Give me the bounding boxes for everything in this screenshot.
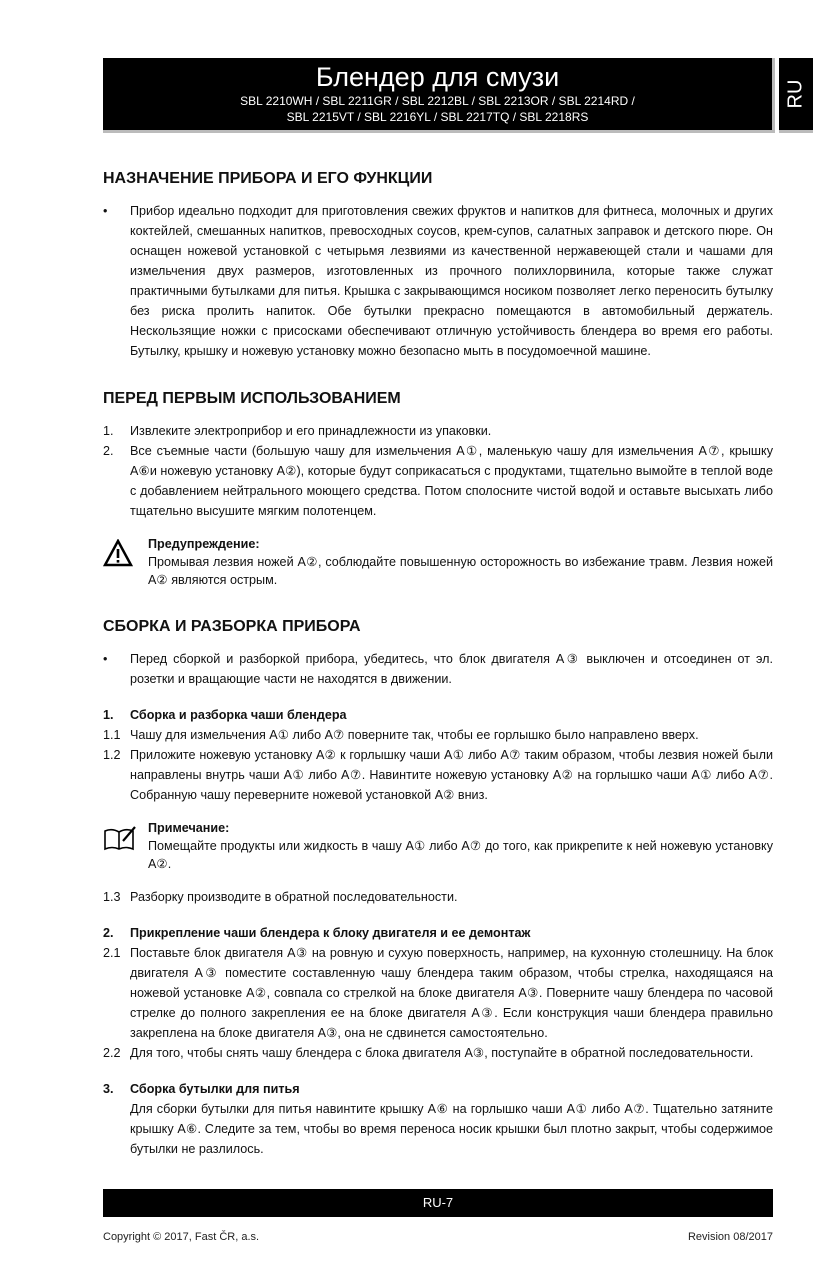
revision: Revision 08/2017 xyxy=(687,1231,773,1243)
purpose-paragraph xyxy=(103,201,773,361)
note-text: Помещайте продукты или жидкость в чашу A① либо A⑦ до того, как прикрепите к ней ножевую установку A②. xyxy=(148,839,773,871)
section-heading: СБОРКА И РАЗБОРКА ПРИБОРА xyxy=(103,618,361,635)
subsection-1 xyxy=(103,705,773,805)
warning-box xyxy=(103,535,773,589)
model-list: SBL 2210WH / SBL 2211GR / SBL 2212BL / SBL 2213OR / SBL 2214RD / xyxy=(240,94,635,108)
section-heading: НАЗНАЧЕНИЕ ПРИБОРА И ЕГО ФУНКЦИИ xyxy=(103,170,433,187)
item-number: 1. xyxy=(103,424,114,438)
warning-title: Предупреждение: xyxy=(148,537,260,551)
paragraph-text: Перед сборкой и разборкой прибора, убедитесь, что блок двигателя A③ выключен и отсоединен от эл. розетки и вращающие части не находятся в движении. xyxy=(130,652,773,686)
paragraph-text: Прибор идеально подходит для приготовления свежих фруктов и напитков для фитнеса, молочных и других коктейлей, смешанных напитков, превосходных соусов, крем-супов, салатных заправок и детского пюре. Он оснащен ножевой установкой с четырьмя лезвиями из качественной нержавеющей стали и чашами для измельчения двух размеров, изготовленных из прочного полихлорвинила, которые также служат практичными бутылками для питья. Крышка с закрывающимся носиком позволяет легко переносить бутылку без риска пролить напиток. Обе бутылки прекрасно помещаются в автомобильный держатель. Нескользящие ножки с присосками обеспечивают отличную устойчивость блендера во время его работы. Бутылку, крышку и ножевую установку можно безопасно мыть в посудомоечной машине. xyxy=(130,204,773,358)
subsection-title: Прикрепление чаши блендера к блоку двигателя и ее демонтаж xyxy=(130,926,531,940)
page-number-bar xyxy=(103,1189,773,1217)
language-label: RU xyxy=(784,79,807,109)
item-text: Поставьте блок двигателя A③ на ровную и сухую поверхность, например, на кухонную столешницу. На блок двигателя A③ поместите составленную чашу блендера таким образом, чтобы стрелка, находящаяся на ножевой установке A②, совпала со стрелкой на блоке двигателя A③. Поверните чашу блендера по часовой стрелке до полного закрепления ее на блоке двигателя A③. Если конструкция чаши блендера правильно закреплена на блоке двигателя A③, она не сдвинется самостоятельно. xyxy=(130,946,773,1040)
note-box xyxy=(103,819,773,873)
item-text: Приложите ножевую установку A② к горлышку чаши A① либо A⑦ таким образом, чтобы лезвия ножей были направлены внутрь чаши A① либо A⑦. Навинтите ножевую установку A② на горлышко чаши A① либо A⑦. Собранную чашу переверните ножевой установкой A② вниз. xyxy=(130,748,773,802)
title-banner xyxy=(103,58,775,133)
numbered-list xyxy=(103,421,773,521)
item-number: 2.2 xyxy=(103,1046,121,1060)
item-number: 2. xyxy=(103,444,114,458)
item-number: 2.1 xyxy=(103,946,121,960)
language-tab xyxy=(779,58,813,133)
item-1-3 xyxy=(103,887,773,907)
item-text: Разборку производите в обратной последовательности. xyxy=(130,890,458,904)
model-list: SBL 2215VT / SBL 2216YL / SBL 2217TQ / SBL 2218RS xyxy=(286,110,589,124)
subsection-title: Сборка бутылки для питья xyxy=(130,1082,300,1096)
note-book-icon xyxy=(103,825,137,851)
warning-icon xyxy=(103,539,133,567)
item-number: 1.3 xyxy=(103,890,121,904)
item-text: Чашу для измельчения A① либо A⑦ поверните так, чтобы ее горлышко было направлено вверх. xyxy=(130,728,699,742)
page-header xyxy=(103,58,813,133)
item-text: Для сборки бутылки для питья навинтите крышку A⑥ на горлышко чаши A① либо A⑦. Тщательно затяните крышку A⑥. Следите за тем, чтобы во время переноса носик крышки был плотно закрыт, чтобы содержимое бутылки не разлилось. xyxy=(130,1102,773,1156)
subsection-number: 1. xyxy=(103,708,114,722)
warning-text: Промывая лезвия ножей A②, соблюдайте повышенную осторожность во избежание травм. Лезвия ножей A② являются острым. xyxy=(148,555,773,587)
item-text: Все съемные части (большую чашу для измельчения A①, маленькую чашу для измельчения A⑦, крышку A⑥и ножевую установку A②), которые будут соприкасаться с продуктами, тщательно вымойте в теплой воде с добавлением нейтрального моющего средства. Потом сполосните чистой водой и оставьте высыхать либо тщательно высушите мягким полотенцем. xyxy=(130,444,773,518)
item-text: Извлеките электроприбор и его принадлежности из упаковки. xyxy=(130,424,492,438)
document-title: Блендер для смузи xyxy=(315,62,560,92)
item-number: 1.2 xyxy=(103,748,121,762)
subsection-number: 2. xyxy=(103,926,114,940)
bullet: • xyxy=(103,652,108,666)
subsection-2 xyxy=(103,923,773,1063)
section-heading: ПЕРЕД ПЕРВЫМ ИСПОЛЬЗОВАНИЕМ xyxy=(103,390,401,407)
page-footer xyxy=(103,1231,773,1243)
assembly-bullet xyxy=(103,649,773,689)
copyright: Copyright © 2017, Fast ČR, a.s. xyxy=(103,1231,260,1243)
subsection-title: Сборка и разборка чаши блендера xyxy=(130,708,347,722)
subsection-number: 3. xyxy=(103,1082,114,1096)
subsection-3 xyxy=(103,1079,773,1159)
note-title: Примечание: xyxy=(148,821,230,835)
item-text: Для того, чтобы снять чашу блендера с блока двигателя A③, поступайте в обратной последовательности. xyxy=(130,1046,754,1060)
item-number: 1.1 xyxy=(103,728,121,742)
bullet: • xyxy=(103,204,108,218)
page-number: RU-7 xyxy=(422,1195,454,1210)
